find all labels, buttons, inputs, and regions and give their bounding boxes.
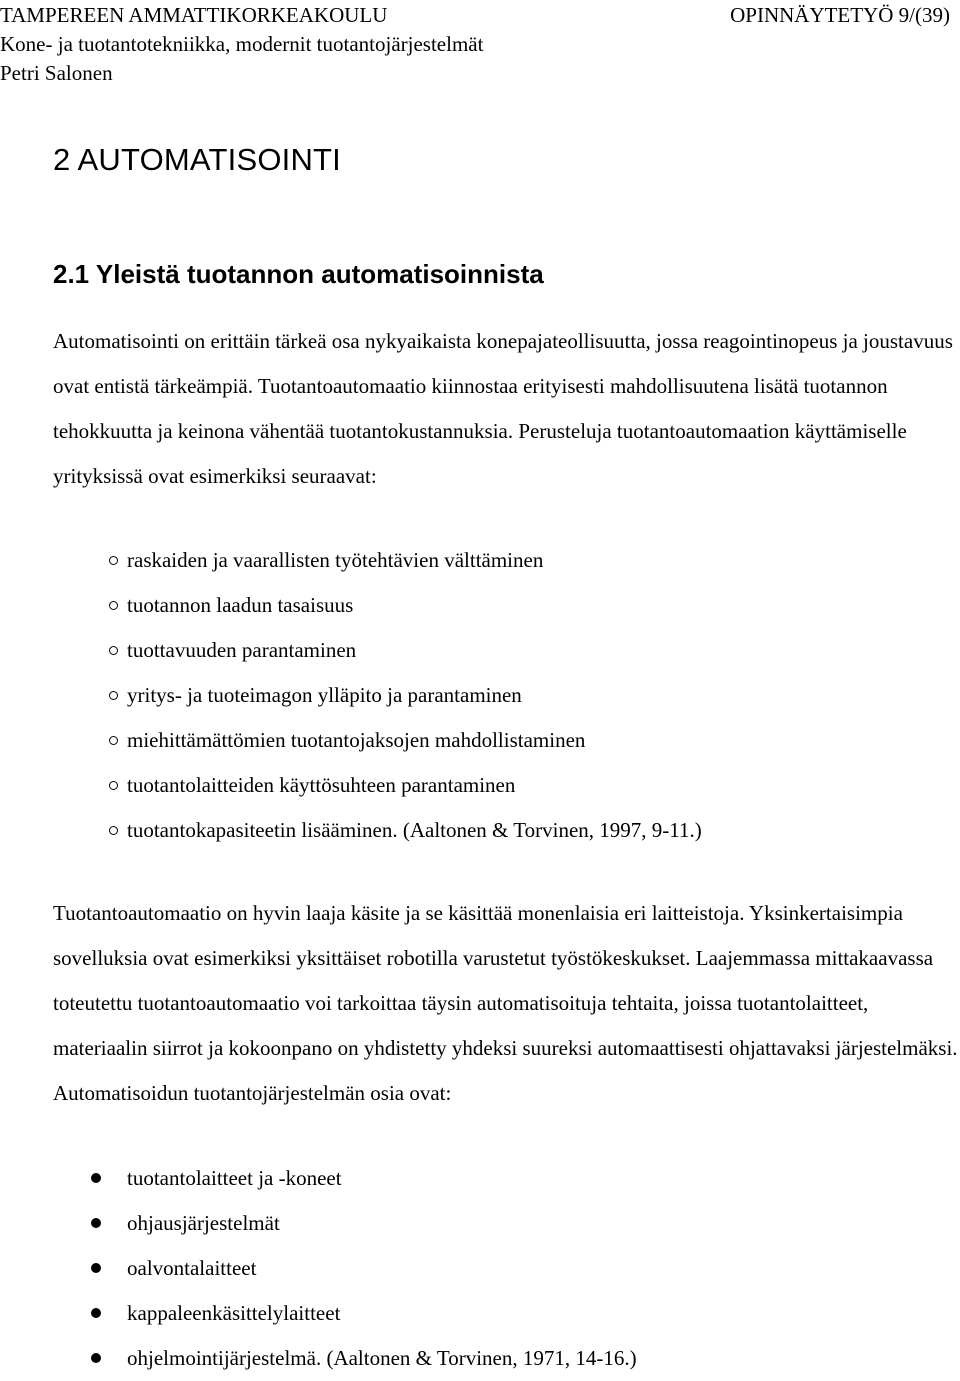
- section-title: 2.1 Yleistä tuotannon automatisoinnista: [53, 259, 544, 289]
- header-department: Kone- ja tuotantotekniikka, modernit tuotantojärjestelmät: [0, 32, 484, 56]
- bullet-icon: [109, 781, 118, 790]
- bullet-icon: [91, 1218, 101, 1228]
- bullet-icon: [109, 691, 118, 700]
- automation-scope-paragraph: Tuotantoautomaatio on hyvin laaja käsite ja se käsittää monenlaisia eri laitteistoja. Yksinkertaisimpia sovelluksia ovat esimerkiksi yksittäiset robotilla varustetut työstökeskukset. Laajemmassa mittakaavassa toteutettu tuotantoautomaatio voi tarkoittaa täysin automatisoituja tehtaita, joissa tuotantolaitteet, materiaalin siirrot ja kokoonpano on yhdistetty yhdeksi suureksi automaattisesti ohjattavaksi järjestelmäksi. Automatisoidun tuotantojärjestelmän osia ovat:: [53, 901, 958, 1105]
- bullet-icon: [91, 1263, 101, 1273]
- bullet-icon: [109, 601, 118, 610]
- bullet-icon: [109, 556, 118, 565]
- bullet-icon: [91, 1173, 101, 1183]
- header-thesis-page: OPINNÄYTETYÖ 9/(39): [730, 3, 950, 27]
- intro-paragraph: Automatisointi on erittäin tärkeä osa nykyaikaista konepajateollisuutta, jossa reagointinopeus ja joustavuus ovat entistä tärkeämpiä. Tuotantoautomaatio kiinnostaa erityisesti mahdollisuutena lisätä tuotannon tehokkuutta ja keinona vähentää tuotantokustannuksia. Perusteluja tuotantoautomaation käyttämiselle yrityksissä ovat esimerkiksi seuraavat:: [53, 329, 953, 488]
- bullet-icon: [109, 826, 118, 835]
- bullet-icon: [91, 1353, 101, 1363]
- bullet-icon: [91, 1308, 101, 1318]
- bullet-icon: [109, 736, 118, 745]
- header-school: TAMPEREEN AMMATTIKORKEAKOULU: [0, 3, 388, 27]
- chapter-title: 2 AUTOMATISOINTI: [53, 142, 341, 177]
- header-author: Petri Salonen: [0, 61, 113, 85]
- bullet-icon: [109, 646, 118, 655]
